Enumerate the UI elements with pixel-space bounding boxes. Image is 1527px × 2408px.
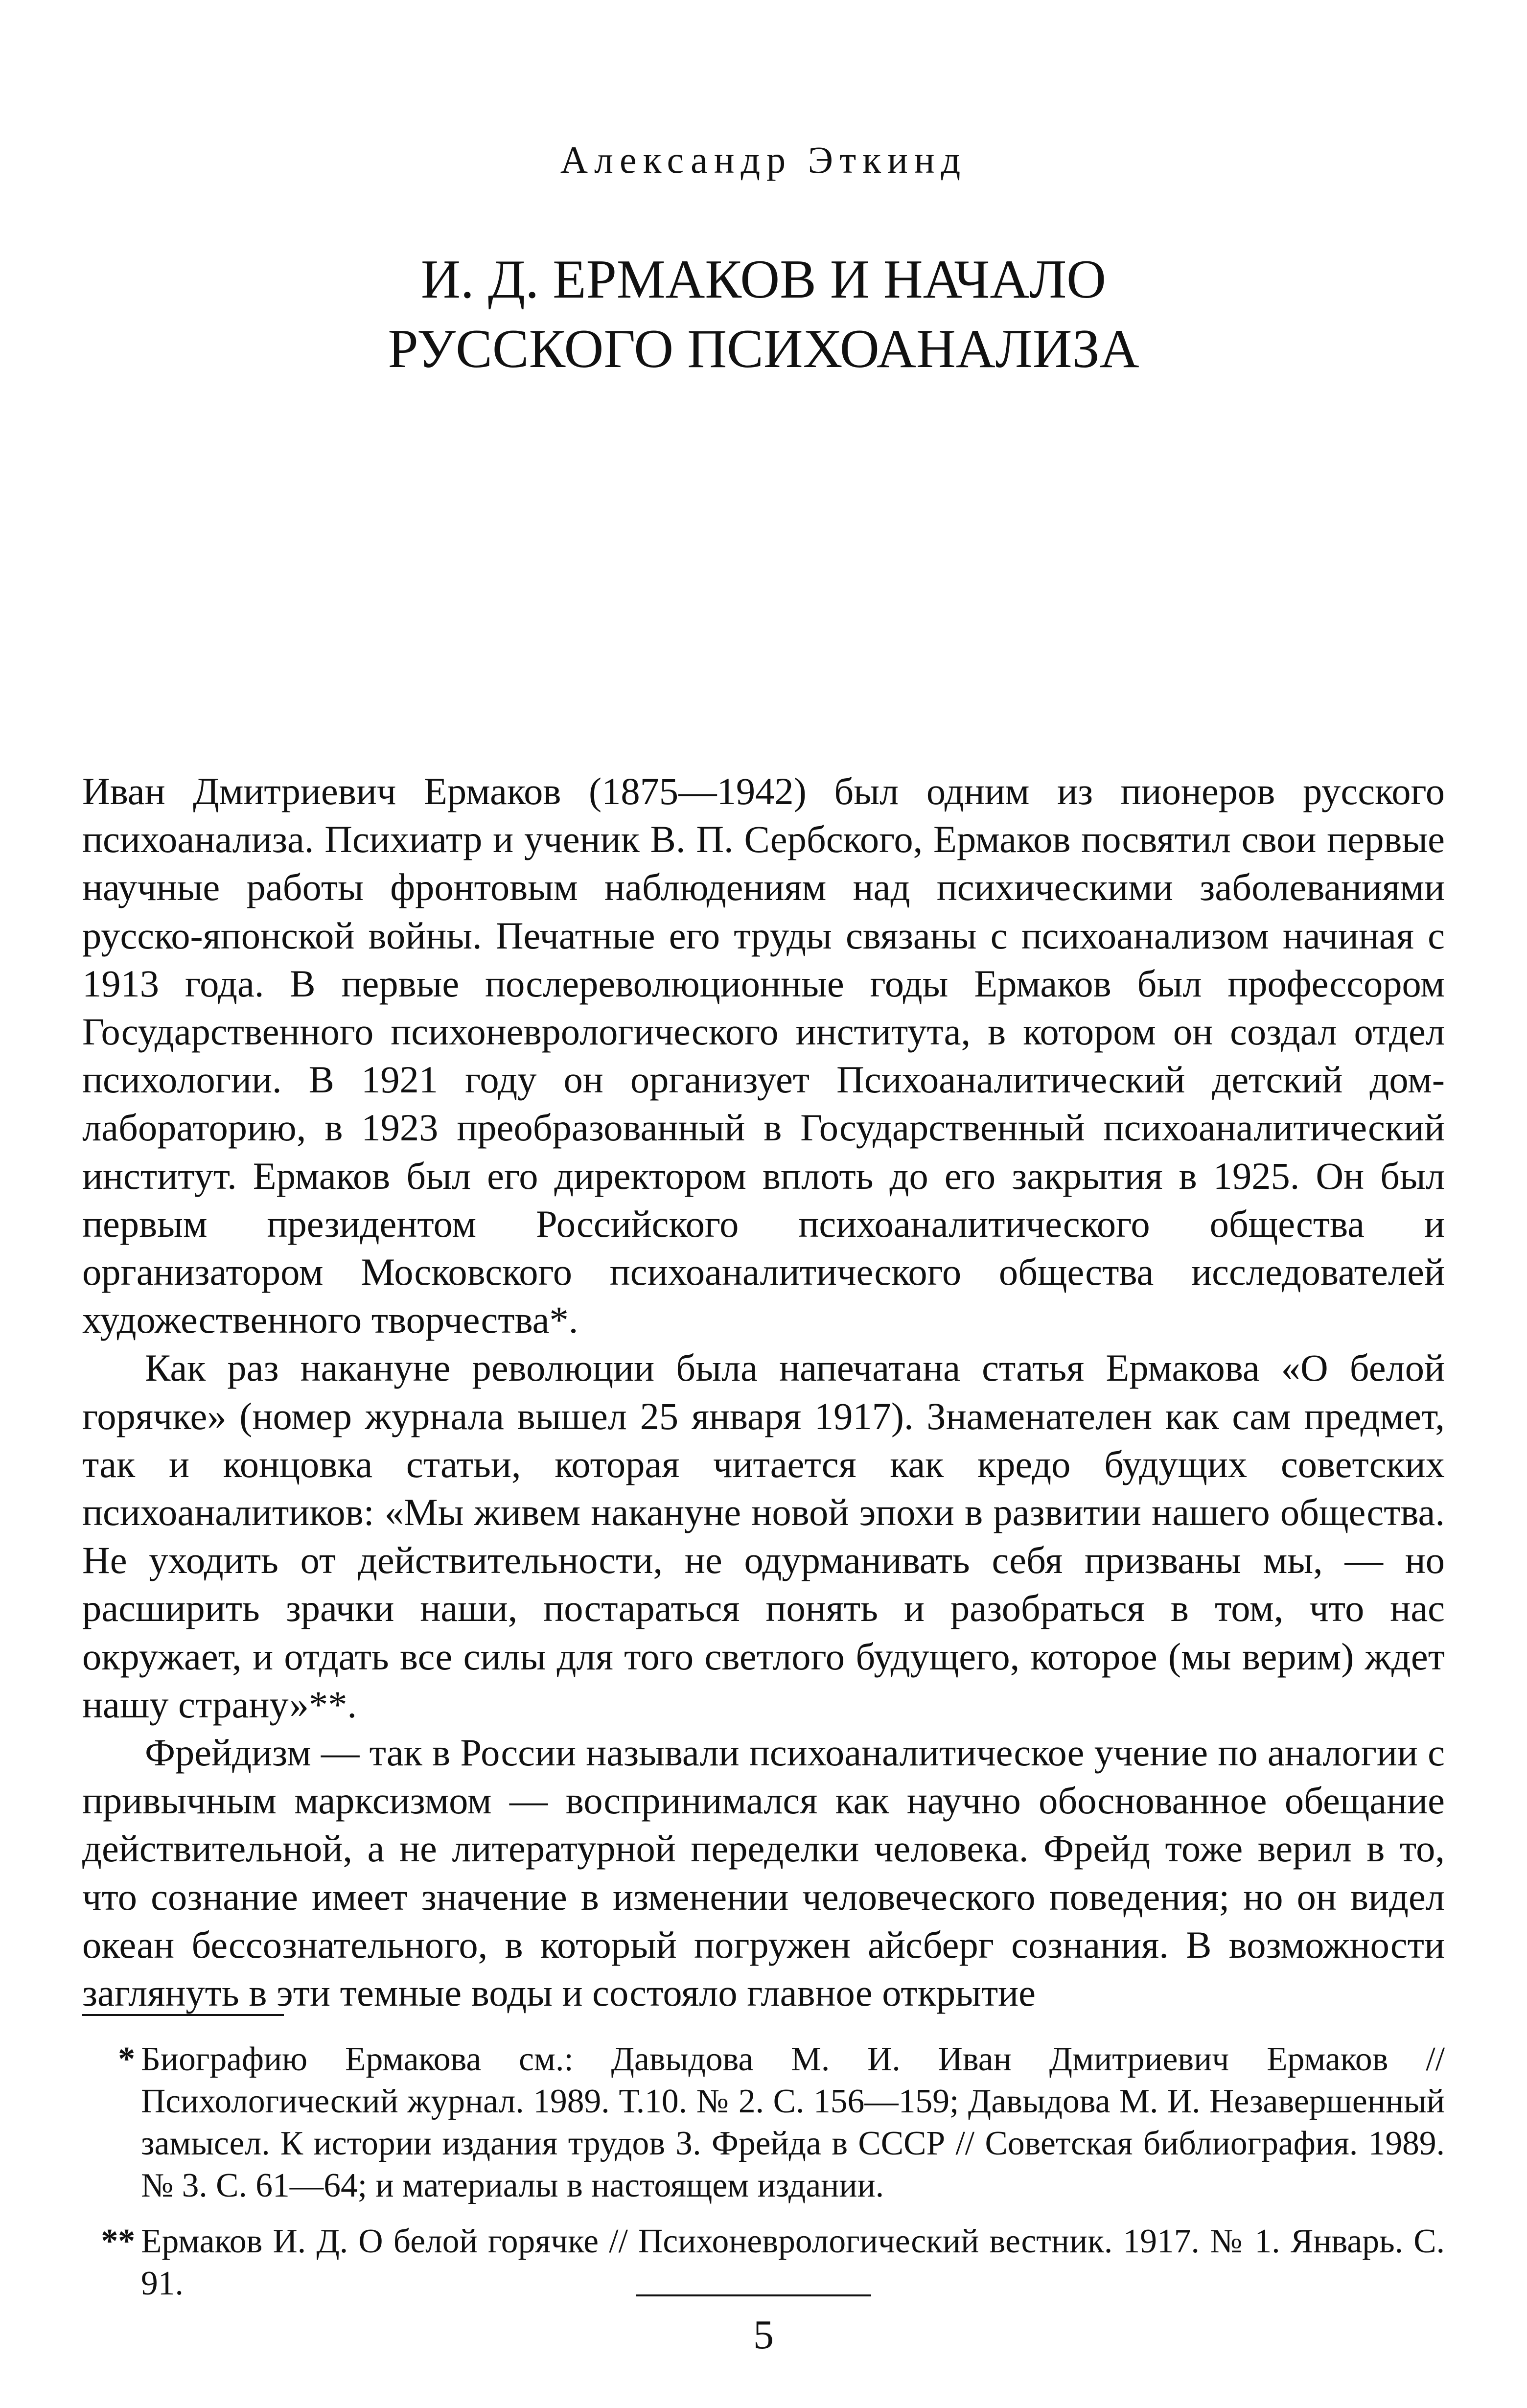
chapter-title-line: И. Д. ЕРМАКОВ И НАЧАЛО	[420, 249, 1107, 310]
author-name: Александр Эткинд	[560, 139, 967, 181]
paragraph: Иван Дмитриевич Ермаков (1875—1942) был одним из пионеров русского психоанализа. Психиатр и ученик В. П. Сербского, Ермаков посвятил свои первые научные работы фронтовым наблюдениям над психическими заболеваниями русско-японской войны. Печатные его труды связаны с психоанализом начиная с 1913 года. В первые послереволюционные годы Ермаков был профессором Государственного психоневрологического института, в котором он создал отдел психологии. В 1921 году он организует Психоаналитический детский дом-лабораторию, в 1923 преобразованный в Государственный психоаналитический институт. Ермаков был его директором вплоть до его закрытия в 1925. Он был первым президентом Российского психоаналитического общества и организатором Московского психоаналитического общества исследователей художественного творчества*.	[82, 770, 1445, 1342]
footnote-mark: **	[101, 2223, 135, 2260]
footnote-separator	[82, 2014, 284, 2016]
footnote-text: Биографию Ермакова см.: Давыдова М. И. Иван Дмитриевич Ермаков // Психологический журнал. 1989. Т.10. № 2. С. 156—159; Давыдова М. И. Незавершенный замысел. К истории издания трудов З. Фрейда в СССР // Советская библиография. 1989. № 3. С. 61—64; и материалы в настоящем издании.	[141, 2040, 1445, 2204]
paragraph: Фрейдизм — так в России называли психоаналитическое учение по аналогии с привычным марксизмом — воспринимался как научно обоснованное обещание действительной, а не литературной переделки человека. Фрейд тоже верил в то, что сознание имеет значение в изменении человеческого поведения; но он видел океан бессознательного, в который погружен айсберг сознания. В возможности заглянуть в эти темные воды и состояло главное открытие	[82, 1731, 1445, 2014]
page-number: 5	[753, 2312, 774, 2358]
body-text	[82, 767, 1445, 2017]
paragraph: Как раз накануне революции была напечатана статья Ермакова «О белой горячке» (номер журнала вышел 25 января 1917). Знаменателен как сам предмет, так и концовка статьи, которая читается как кредо будущих советских психоаналитиков: «Мы живем накануне новой эпохи в развитии нашего общества. Не уходить от действительности, не одурманивать себя призваны мы, — но расширить зрачки наши, постараться понять и разобраться в том, что нас окружает, и отдать все силы для того светлого будущего, которое (мы верим) ждет нашу страну»**.	[82, 1346, 1445, 1726]
footnote-text: Ермаков И. Д. О белой горячке // Психоневрологический вестник. 1917. № 1. Январь. С. 91.	[141, 2223, 1445, 2302]
chapter-title-line: РУССКОГО ПСИХОАНАЛИЗА	[388, 319, 1139, 379]
page-number-rule	[636, 2294, 871, 2296]
footnotes	[82, 2038, 1445, 2305]
footnote	[82, 2038, 1445, 2207]
chapter-title	[0, 245, 1527, 384]
footnote	[82, 2221, 1445, 2305]
footnote-mark: *	[118, 2040, 135, 2078]
